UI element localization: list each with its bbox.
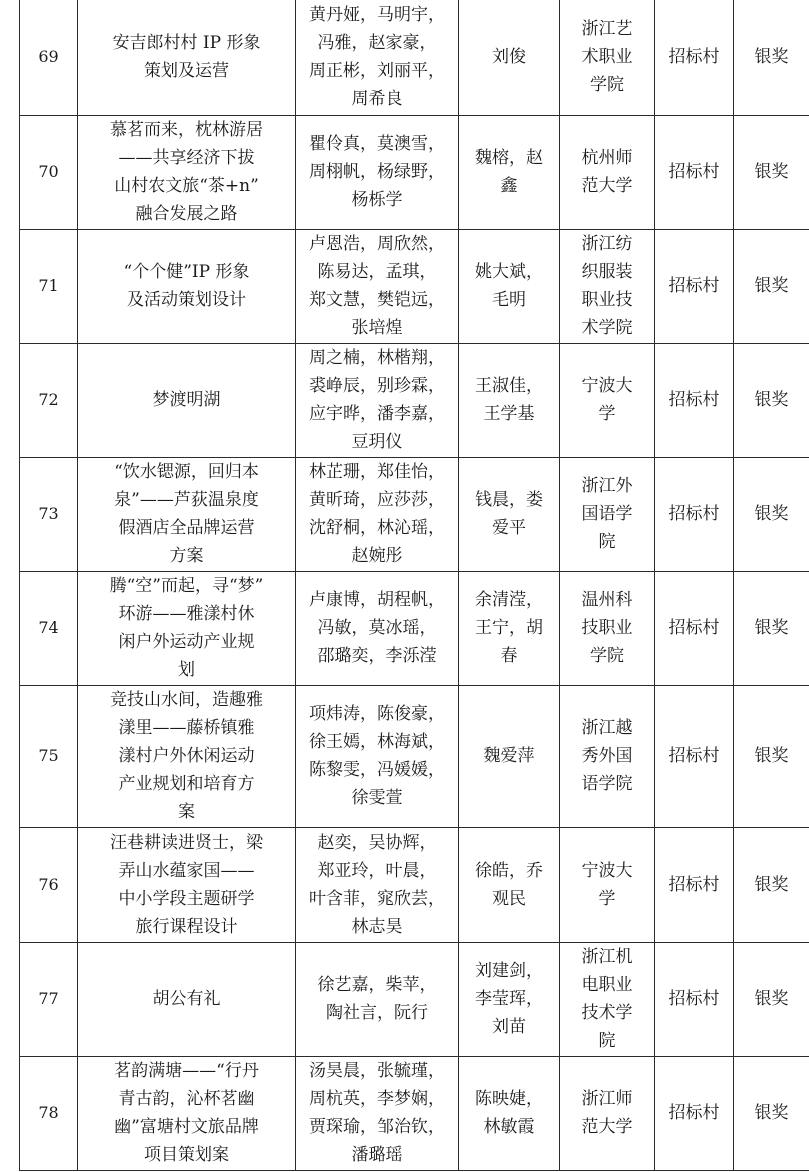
project-title: “个个健”IP 形象 及活动策划设计 xyxy=(78,229,296,343)
category: 招标村 xyxy=(655,343,734,457)
table-row xyxy=(20,229,809,343)
advisor: 魏爱萍 xyxy=(459,685,560,827)
school: 浙江机 电职业 技术学 院 xyxy=(560,942,655,1056)
award: 银奖 xyxy=(734,685,809,827)
row-number: 78 xyxy=(20,1056,78,1170)
row-number: 74 xyxy=(20,571,78,685)
row-number: 72 xyxy=(20,343,78,457)
category: 招标村 xyxy=(655,1056,734,1170)
award: 银奖 xyxy=(734,571,809,685)
award: 银奖 xyxy=(734,942,809,1056)
advisor: 姚大斌， 毛明 xyxy=(459,229,560,343)
table-row xyxy=(20,457,809,571)
category: 招标村 xyxy=(655,685,734,827)
table-row xyxy=(20,115,809,229)
advisor: 徐皓，乔 观民 xyxy=(459,827,560,942)
award-table xyxy=(19,0,809,1171)
row-number: 76 xyxy=(20,827,78,942)
row-number: 69 xyxy=(20,0,78,115)
school: 杭州师 范大学 xyxy=(560,115,655,229)
school: 浙江艺 术职业 学院 xyxy=(560,0,655,115)
project-title: 慕茗而来，枕林游居 ——共享经济下拔 山村农文旅“茶+n” 融合发展之路 xyxy=(78,115,296,229)
row-number: 71 xyxy=(20,229,78,343)
award: 银奖 xyxy=(734,343,809,457)
school: 浙江纺 织服装 职业技 术学院 xyxy=(560,229,655,343)
advisor: 王淑佳， 王学基 xyxy=(459,343,560,457)
team-members: 卢康博，胡程帆， 冯敏，莫冰瑶， 邵璐奕，李泺滢 xyxy=(296,571,459,685)
advisor: 陈映婕， 林敏霞 xyxy=(459,1056,560,1170)
category: 招标村 xyxy=(655,229,734,343)
advisor: 余清滢， 王宁，胡 春 xyxy=(459,571,560,685)
table-row xyxy=(20,343,809,457)
team-members: 徐艺嘉，柴苹， 陶社言，阮行 xyxy=(296,942,459,1056)
advisor: 钱晨，娄 爱平 xyxy=(459,457,560,571)
project-title: 茗韵满塘——“行丹 青古韵，沁杯茗幽 幽”富塘村文旅品牌 项目策划案 xyxy=(78,1056,296,1170)
category: 招标村 xyxy=(655,0,734,115)
team-members: 项炜涛，陈俊豪， 徐王嫣，林海斌， 陈黎雯，冯媛媛， 徐雯萱 xyxy=(296,685,459,827)
project-title: 梦渡明湖 xyxy=(78,343,296,457)
project-title: 安吉郎村村 IP 形象 策划及运营 xyxy=(78,0,296,115)
table-row xyxy=(20,0,809,115)
project-title: 胡公有礼 xyxy=(78,942,296,1056)
school: 温州科 技职业 学院 xyxy=(560,571,655,685)
row-number: 70 xyxy=(20,115,78,229)
award: 银奖 xyxy=(734,1056,809,1170)
team-members: 瞿伶真，莫澳雪， 周栩帆，杨绿野， 杨栎学 xyxy=(296,115,459,229)
category: 招标村 xyxy=(655,115,734,229)
project-title: 汪巷耕读进贤士，梁 弄山水蕴家国—— 中小学段主题研学 旅行课程设计 xyxy=(78,827,296,942)
award-table-body xyxy=(20,0,809,1170)
award: 银奖 xyxy=(734,0,809,115)
team-members: 赵奕，吴协辉， 郑亚玲，叶晨， 叶含菲，窕欣芸， 林志昊 xyxy=(296,827,459,942)
team-members: 林芷珊，郑佳怡， 黄昕琦，应莎莎， 沈舒桐，林沁瑶， 赵婉彤 xyxy=(296,457,459,571)
row-number: 73 xyxy=(20,457,78,571)
row-number: 75 xyxy=(20,685,78,827)
school: 浙江外 国语学 院 xyxy=(560,457,655,571)
project-title: “饮水锶源，回归本 泉”——芦荻温泉度 假酒店全品牌运营 方案 xyxy=(78,457,296,571)
team-members: 黄丹娅，马明宇， 冯雅，赵家豪， 周正彬，刘丽平， 周希良 xyxy=(296,0,459,115)
category: 招标村 xyxy=(655,942,734,1056)
table-row xyxy=(20,827,809,942)
table-row xyxy=(20,1056,809,1170)
category: 招标村 xyxy=(655,457,734,571)
team-members: 汤昊晨，张毓瑾， 周杭英，李梦娴， 贾琛瑜，邹治钦， 潘璐瑶 xyxy=(296,1056,459,1170)
school: 浙江越 秀外国 语学院 xyxy=(560,685,655,827)
school: 浙江师 范大学 xyxy=(560,1056,655,1170)
team-members: 卢恩浩，周欣然， 陈易达，孟琪， 郑文慧，樊铠远， 张培煌 xyxy=(296,229,459,343)
project-title: 竞技山水间，造趣雅 漾里——藤桥镇雅 漾村户外休闲运动 产业规划和培育方 案 xyxy=(78,685,296,827)
award: 银奖 xyxy=(734,229,809,343)
award: 银奖 xyxy=(734,457,809,571)
advisor: 魏榕，赵 鑫 xyxy=(459,115,560,229)
category: 招标村 xyxy=(655,571,734,685)
project-title: 腾“空”而起，寻“梦” 环游——雅漾村休 闲户外运动产业规 划 xyxy=(78,571,296,685)
document-page xyxy=(19,0,789,1171)
award: 银奖 xyxy=(734,827,809,942)
table-row xyxy=(20,942,809,1056)
table-row xyxy=(20,571,809,685)
row-number: 77 xyxy=(20,942,78,1056)
team-members: 周之楠，林楷翔， 裘峥辰，别珍霖， 应宇晔，潘李嘉， 豆玥仪 xyxy=(296,343,459,457)
advisor: 刘建剑， 李莹珲， 刘苗 xyxy=(459,942,560,1056)
award: 银奖 xyxy=(734,115,809,229)
category: 招标村 xyxy=(655,827,734,942)
table-row xyxy=(20,685,809,827)
school: 宁波大 学 xyxy=(560,343,655,457)
school: 宁波大 学 xyxy=(560,827,655,942)
advisor: 刘俊 xyxy=(459,0,560,115)
